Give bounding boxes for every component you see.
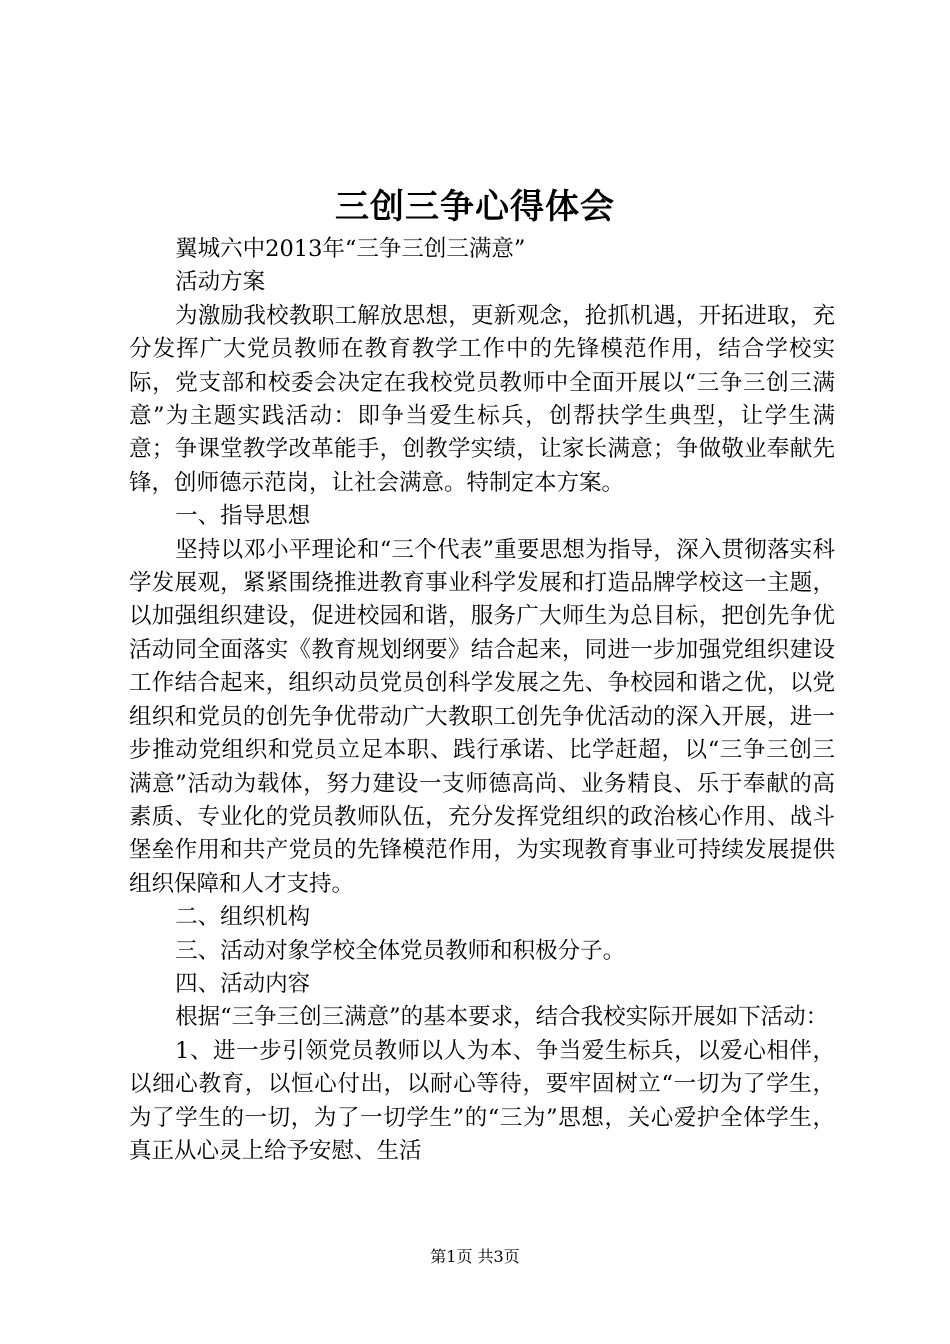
- document-body: [129, 233, 835, 1168]
- document-title: 三创三争心得体会: [335, 187, 615, 227]
- paragraph-activity-intro: 根据“三争三创三满意”的基本要求，结合我校实际开展如下活动：: [175, 1004, 829, 1031]
- paragraph-guiding-ideology: 坚持以邓小平理论和“三个代表”重要思想为指导，深入贯彻落实科学发展观，紧紧围绕推进教育事业科学发展和打造品牌学校这一主题，以加强组织建设，促进校园和谐，服务广大师生为总目标，把创先争优活动同全面落实《教育规划纲要》结合起来，同进一步加强党组织建设工作结合起来，组织动员党员创科学发展之先、争校园和谐之优，以党组织和党员的创先争优带动广大教职工创先争优活动的深入开展，进一步推动党组织和党员立足本职、践行承诺、比学赶超，以“三争三创三满意”活动为载体，努力建设一支师德高尚、业务精良、乐于奉献的高素质、专业化的党员教师队伍，充分发挥党组织的政治核心作用、战斗堡垒作用和共产党员的先锋模范作用，为实现教育事业可持续发展提供组织保障和人才支持。: [129, 536, 835, 897]
- paragraph-item-1: 1、进一步引领党员教师以人为本、争当爱生标兵，以爱心相伴，以细心教育，以恒心付出，以耐心等待，要牢固树立“一切为了学生，为了学生的一切，为了一切学生”的“三为”思想，关心爱护全体学生，真正从心灵上给予安慰、生活: [129, 1037, 835, 1164]
- page-number-footer: 第1页 共3页: [430, 1247, 520, 1266]
- section-heading-organization: 二、组织机构: [175, 904, 311, 931]
- section-heading-guiding-ideology: 一、指导思想: [175, 503, 311, 530]
- paragraph-introduction: 为激励我校教职工解放思想，更新观念，抢抓机遇，开拓进取，充分发挥广大党员教师在教育教学工作中的先锋模范作用，结合学校实际，党支部和校委会决定在我校党员教师中全面开展以“三争三创三满意”为主题实践活动：即争当爱生标兵，创帮扶学生典型，让学生满意；争课堂教学改革能手，创教学实绩，让家长满意；争做敬业奉献先锋，创师德示范岗，让社会满意。特制定本方案。: [129, 302, 835, 496]
- section-heading-activity-targets: 三、活动对象学校全体党员教师和积极分子。: [175, 937, 626, 964]
- paragraph-school-plan-title: 翼城六中2013年“三争三创三满意”: [175, 236, 526, 262]
- paragraph-plan-label: 活动方案: [175, 269, 266, 296]
- section-heading-activity-content: 四、活动内容: [175, 970, 311, 997]
